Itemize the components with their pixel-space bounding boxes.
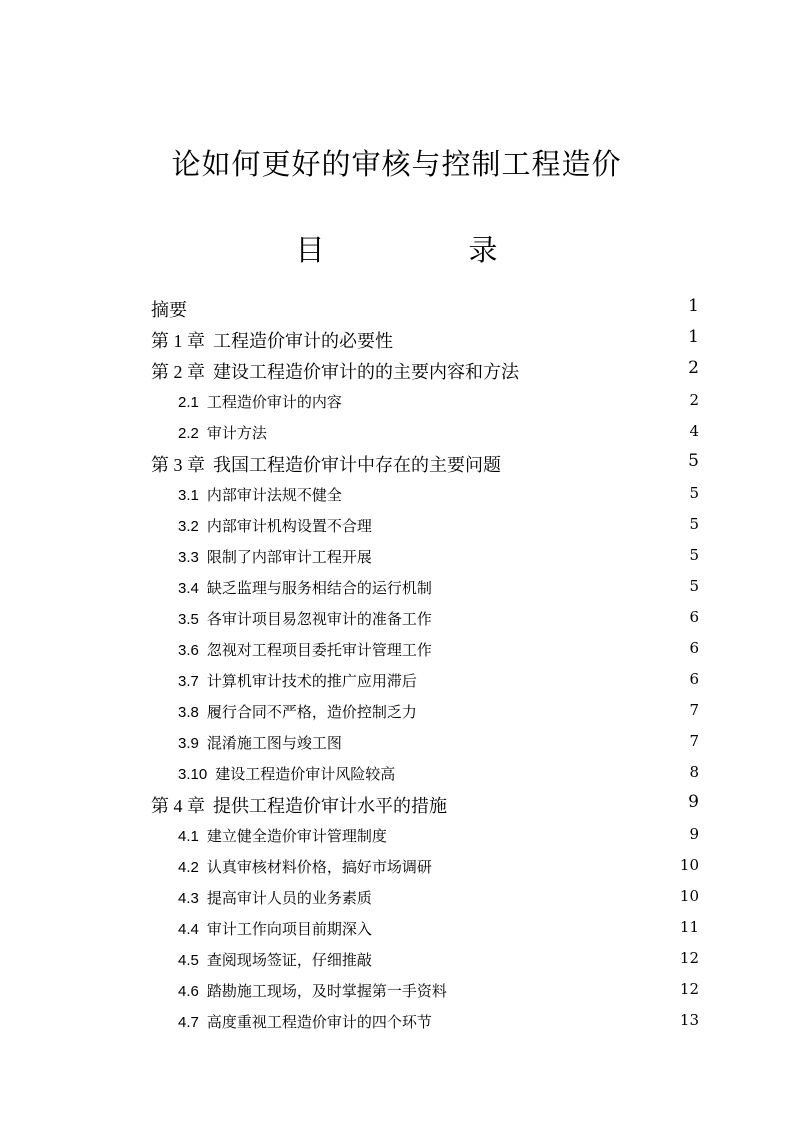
toc-entry-label [151,451,501,477]
toc-entry-page-number: 5 [688,451,699,471]
toc-entry-page-number: 9 [689,825,699,843]
toc-entry-number: 2.1 [178,394,199,411]
toc-entry-text: 审计工作向项目前期深入 [206,920,372,938]
toc-entry-label [178,856,432,877]
toc-entry-page-number: 2 [688,358,699,378]
toc-entry-number: 3.6 [178,642,199,659]
toc-entry-number: 3.4 [178,580,199,597]
toc-entry-text: 建立健全造价审计管理制度 [206,827,387,845]
toc-entry-number: 第 1 章 [151,331,205,351]
toc-entry-page-number: 7 [689,701,699,719]
toc-entry-page-number: 5 [689,577,699,595]
toc-entry-page-number: 10 [679,856,699,874]
toc-entry-label [178,577,432,598]
toc-entry-label [178,1011,432,1032]
toc-entry-text: 摘要 [151,300,187,321]
toc-entry-label [178,887,372,908]
toc-entry-label [151,792,447,818]
toc-entry-number: 3.3 [178,549,199,566]
toc-entry-page-number: 1 [688,296,699,316]
toc-entry-text: 查阅现场签证，仔细推敲 [206,951,372,969]
toc-entry-number: 3.8 [178,704,199,721]
toc-entry-label [178,949,372,970]
toc-entry-number: 3.2 [178,518,199,535]
toc-entry-page-number: 7 [689,732,699,750]
toc-entry-number: 4.2 [178,859,199,876]
toc-entry-number: 第 3 章 [151,455,205,475]
toc-entry-number: 3.7 [178,673,199,690]
toc-heading-char-1: 目 [295,233,325,267]
toc-entry-label [151,358,519,384]
toc-entry-label [178,701,417,722]
toc-entry-text: 认真审核材料价格，搞好市场调研 [206,858,432,876]
toc-entry-text: 提高审计人员的业务素质 [206,889,372,907]
toc-entry-label [178,546,372,567]
toc-entry-text: 忽视对工程项目委托审计管理工作 [206,641,432,659]
toc-entry-text: 混淆施工图与竣工图 [206,734,342,752]
toc-entry-label [178,391,342,412]
toc-entry-number: 第 4 章 [151,796,205,816]
toc-entry-page-number: 2 [689,391,699,409]
toc-entry-text: 履行合同不严格，造价控制乏力 [206,703,417,721]
toc-entry-label [178,484,342,505]
document-title: 论如何更好的审核与控制工程造价 [171,147,622,181]
toc-entry-label [151,327,393,353]
toc-entry-text: 计算机审计技术的推广应用滞后 [206,672,417,690]
toc-entry-page-number: 6 [689,639,699,657]
toc-heading [0,228,793,269]
toc-entry-page-number: 6 [689,608,699,626]
toc-entry-number: 4.6 [178,983,199,1000]
toc-entry-page-number: 5 [689,546,699,564]
toc-entry-text: 我国工程造价审计中存在的主要问题 [213,455,501,476]
toc-entry-text: 建设工程造价审计的的主要内容和方法 [213,362,519,383]
toc-entry-page-number: 1 [688,327,699,347]
toc-entry-label [178,608,432,629]
toc-entry-page-number: 5 [689,484,699,502]
toc-entry-text: 内部审计法规不健全 [206,486,342,504]
toc-entry-page-number: 13 [679,1011,699,1029]
toc-entry-label [178,825,387,846]
toc-entry-text: 工程造价审计的内容 [206,393,342,411]
toc-entry-label [178,515,372,536]
toc-entry-label [178,980,447,1001]
toc-entry-page-number: 8 [689,763,699,781]
toc-entry-number: 4.1 [178,828,199,845]
toc-entry-label [178,918,372,939]
toc-entry-label [178,639,432,660]
toc-entry-page-number: 4 [689,422,699,440]
toc-entry-number: 第 2 章 [151,362,205,382]
toc-entry-page-number: 12 [679,980,699,998]
toc-entry-page-number: 12 [679,949,699,967]
toc-entry-text: 各审计项目易忽视审计的准备工作 [206,610,432,628]
toc-entry-number: 4.7 [178,1014,199,1031]
toc-entry-text: 缺乏监理与服务相结合的运行机制 [206,579,432,597]
toc-entry-text: 审计方法 [206,424,267,442]
toc-entry-page-number: 10 [679,887,699,905]
toc-entry-label [178,763,395,784]
toc-entry-text: 提供工程造价审计水平的措施 [213,796,447,817]
toc-entry-page-number: 11 [679,918,699,936]
toc-entry-label [151,296,187,322]
toc-entry-text: 内部审计机构设置不合理 [206,517,372,535]
toc-entry-label [178,422,267,443]
toc-heading-char-2: 录 [468,233,498,267]
toc-entry-number: 4.3 [178,890,199,907]
toc-entry-text: 踏勘施工现场，及时掌握第一手资料 [206,982,447,1000]
toc-entry-label [178,732,342,753]
toc-entry-number: 3.1 [178,487,199,504]
toc-entry-number: 2.2 [178,425,199,442]
toc-entry-text: 工程造价审计的必要性 [213,331,393,352]
toc-entry-page-number: 5 [689,515,699,533]
toc-entry-number: 3.9 [178,735,199,752]
toc-entry-number: 3.5 [178,611,199,628]
toc-entry-number: 3.10 [178,766,208,783]
toc-entry-number: 4.4 [178,921,199,938]
toc-entry-label [178,670,417,691]
toc-entry-page-number: 6 [689,670,699,688]
toc-entry-number: 4.5 [178,952,199,969]
toc-entry-text: 高度重视工程造价审计的四个环节 [206,1013,432,1031]
toc-entry-text: 建设工程造价审计风险较高 [215,765,396,783]
toc-entry-text: 限制了内部审计工程开展 [206,548,372,566]
toc-entry-page-number: 9 [688,792,699,812]
